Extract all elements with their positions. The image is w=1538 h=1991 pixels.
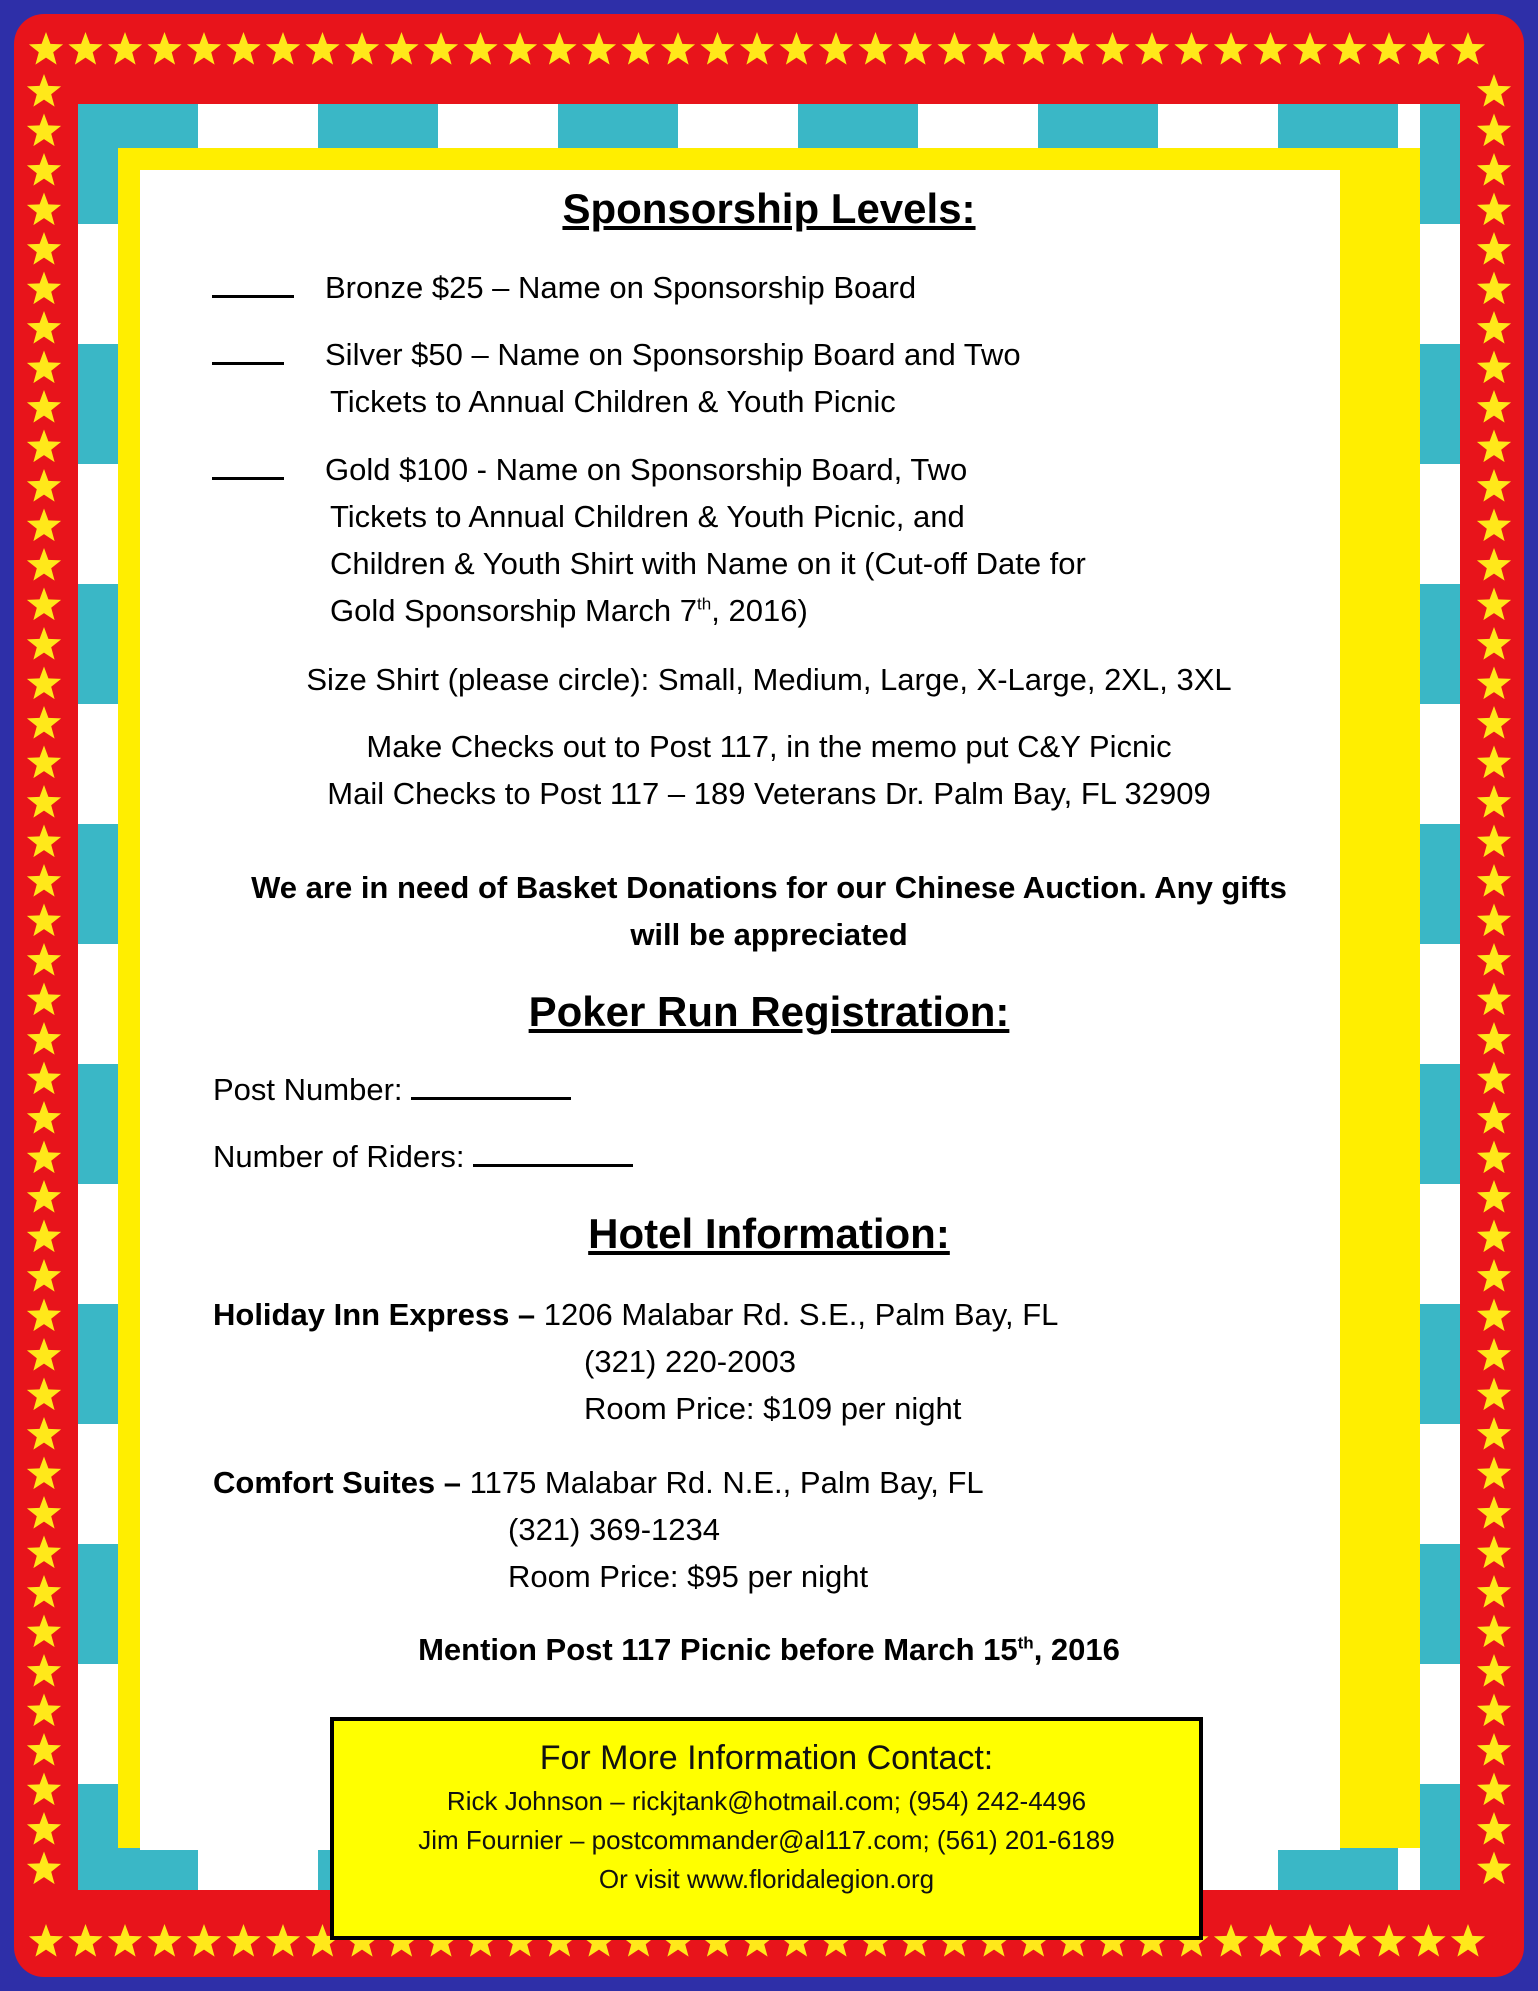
contact-title: For More Information Contact: bbox=[539, 1739, 994, 1777]
hotel-heading: Hotel Information: bbox=[588, 1210, 950, 1257]
hotel-2-phone: (321) 369-1234 bbox=[508, 1512, 720, 1547]
gold-blank bbox=[212, 452, 284, 488]
hotel-2-price: Room Price: $95 per night bbox=[508, 1559, 869, 1594]
border-stripe bbox=[1278, 104, 1398, 148]
post-number-field: Post Number: bbox=[213, 1072, 571, 1108]
donations-line2: will be appreciated bbox=[630, 917, 908, 952]
border-stripe bbox=[78, 1784, 118, 1890]
border-stripe bbox=[78, 1304, 118, 1424]
sponsorship-heading: Sponsorship Levels: bbox=[562, 185, 976, 232]
contact-line-2: Jim Fournier – postcommander@al117.com; (561) 201-6189 bbox=[418, 1825, 1115, 1855]
silver-blank bbox=[212, 337, 284, 373]
border-stripe bbox=[1420, 1784, 1460, 1890]
contact-line-1: Rick Johnson – rickjtank@hotmail.com; (954) 242-4496 bbox=[446, 1786, 1087, 1816]
gold-level-line3: Children & Youth Shirt with Name on it (Cut-off Date for bbox=[330, 546, 1086, 581]
gold-level-line2: Tickets to Annual Children & Youth Picnic, and bbox=[330, 499, 965, 534]
riders-field: Number of Riders: bbox=[213, 1139, 633, 1175]
border-stripe bbox=[1420, 344, 1460, 464]
checks-line2: Mail Checks to Post 117 – 189 Veterans Dr. Palm Bay, FL 32909 bbox=[327, 776, 1211, 811]
border-stripe bbox=[1420, 1064, 1460, 1184]
gold-level-line1: Gold $100 - Name on Sponsorship Board, Two bbox=[325, 452, 968, 487]
checks-line1: Make Checks out to Post 117, in the memo put C&Y Picnic bbox=[366, 729, 1172, 764]
border-stripe bbox=[558, 104, 678, 148]
border-stripe bbox=[318, 104, 438, 148]
border-stripe bbox=[798, 104, 918, 148]
contact-website: Or visit www.floridalegion.org bbox=[598, 1864, 935, 1894]
hotel-1-line: Holiday Inn Express – 1206 Malabar Rd. S.E., Palm Bay, FL bbox=[213, 1297, 1059, 1332]
border-stripe bbox=[1420, 1304, 1460, 1424]
silver-level-line1: Silver $50 – Name on Sponsorship Board and Two bbox=[325, 337, 1021, 372]
poker-run-heading: Poker Run Registration: bbox=[528, 988, 1010, 1035]
shirt-size-line: Size Shirt (please circle): Small, Medium, Large, X-Large, 2XL, 3XL bbox=[306, 662, 1232, 697]
hotel-2-line: Comfort Suites – 1175 Malabar Rd. N.E., Palm Bay, FL bbox=[213, 1465, 984, 1500]
border-stripe bbox=[78, 344, 118, 464]
bronze-level: Bronze $25 – Name on Sponsorship Board bbox=[325, 270, 917, 305]
hotel-1-phone: (321) 220-2003 bbox=[584, 1344, 796, 1379]
gold-level-line4: Gold Sponsorship March 7th, 2016) bbox=[330, 593, 808, 628]
mention-note: Mention Post 117 Picnic before March 15th, 2016 bbox=[418, 1632, 1120, 1667]
silver-level-line2: Tickets to Annual Children & Youth Picnic bbox=[330, 384, 896, 419]
donations-line1: We are in need of Basket Donations for our Chinese Auction. Any gifts bbox=[251, 870, 1287, 905]
contact-box bbox=[330, 1717, 1203, 1940]
bronze-blank bbox=[212, 270, 294, 306]
hotel-1-price: Room Price: $109 per night bbox=[584, 1391, 962, 1426]
border-stripe bbox=[78, 1064, 118, 1184]
border-stripe bbox=[1278, 1848, 1398, 1890]
border-stripe bbox=[1038, 104, 1158, 148]
